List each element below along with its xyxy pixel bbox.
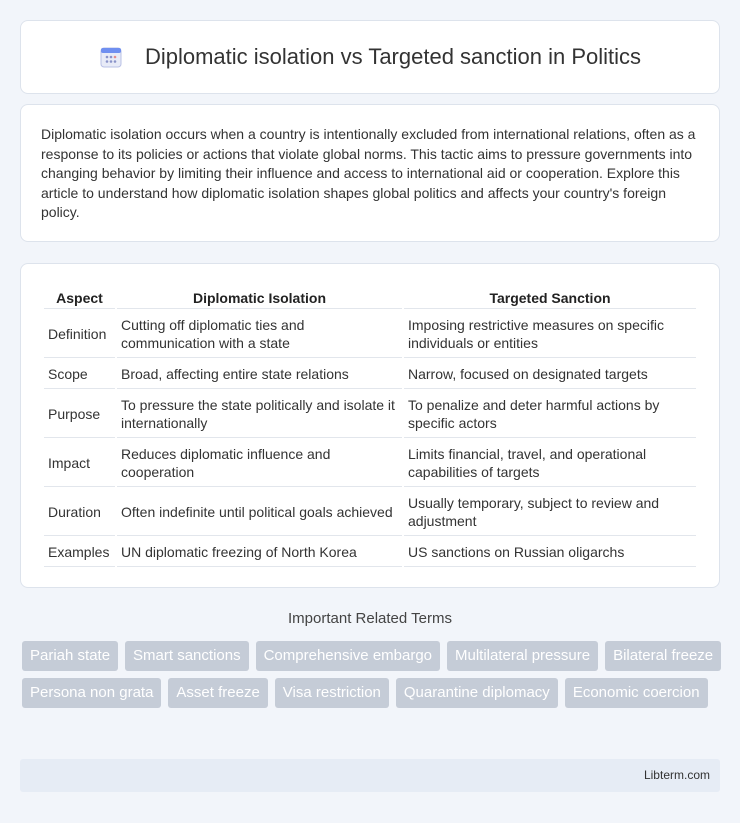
calendar-grid-icon (99, 45, 123, 69)
row-sanction: Imposing restrictive measures on specific individuals or entities (404, 311, 696, 358)
related-term-tag[interactable]: Pariah state (22, 641, 118, 671)
page-title: Diplomatic isolation vs Targeted sanction in Politics (144, 44, 642, 69)
related-terms-list (22, 641, 722, 708)
intro-text: Diplomatic isolation occurs when a country is intentionally excluded from international relations, often as a response to its policies or actions that violate global norms. This tactic aims to pressure governments into changing behavior by limiting their influence and access to international aid or cooperation. Explore this article to understand how diplomatic isolation shapes global politics and affects your country's foreign policy. (41, 126, 696, 220)
related-term-tag[interactable]: Persona non grata (22, 678, 161, 708)
comparison-table-card (20, 263, 720, 588)
row-aspect: Scope (44, 360, 115, 389)
row-aspect: Examples (44, 538, 115, 567)
table-row (44, 538, 696, 567)
row-aspect: Definition (44, 311, 115, 358)
row-isolation: Broad, affecting entire state relations (117, 360, 402, 389)
related-term-tag[interactable]: Visa restriction (275, 678, 389, 708)
row-sanction: Limits financial, travel, and operational capabilities of targets (404, 440, 696, 487)
related-term-tag[interactable]: Smart sanctions (125, 641, 249, 671)
row-sanction: Usually temporary, subject to review and adjustment (404, 489, 696, 536)
row-aspect: Duration (44, 489, 115, 536)
row-isolation: Often indefinite until political goals achieved (117, 489, 402, 536)
related-term-tag[interactable]: Bilateral freeze (605, 641, 721, 671)
table-row (44, 311, 696, 358)
row-isolation: Reduces diplomatic influence and cooperation (117, 440, 402, 487)
related-term-tag[interactable]: Multilateral pressure (447, 641, 598, 671)
header-card (20, 20, 720, 94)
table-row (44, 440, 696, 487)
related-terms-title: Important Related Terms (288, 610, 452, 627)
row-isolation: Cutting off diplomatic ties and communication with a state (117, 311, 402, 358)
header-aspect: Aspect (44, 286, 115, 309)
table-row (44, 489, 696, 536)
related-term-tag[interactable]: Economic coercion (565, 678, 708, 708)
row-isolation: To pressure the state politically and isolate it internationally (117, 391, 402, 438)
row-aspect: Purpose (44, 391, 115, 438)
header-targeted-sanction: Targeted Sanction (404, 286, 696, 309)
comparison-table (42, 284, 698, 569)
header-diplomatic-isolation: Diplomatic Isolation (117, 286, 402, 309)
related-term-tag[interactable]: Comprehensive embargo (256, 641, 440, 671)
related-term-tag[interactable]: Asset freeze (168, 678, 267, 708)
row-isolation: UN diplomatic freezing of North Korea (117, 538, 402, 567)
footer (20, 759, 720, 792)
row-sanction: Narrow, focused on designated targets (404, 360, 696, 389)
table-row (44, 391, 696, 438)
row-sanction: US sanctions on Russian oligarchs (404, 538, 696, 567)
row-aspect: Impact (44, 440, 115, 487)
related-term-tag[interactable]: Quarantine diplomacy (396, 678, 558, 708)
row-sanction: To penalize and deter harmful actions by specific actors (404, 391, 696, 438)
table-header-row (44, 286, 696, 309)
intro-card (20, 104, 720, 242)
footer-site-link[interactable]: Libterm.com (643, 768, 710, 782)
table-row (44, 360, 696, 389)
